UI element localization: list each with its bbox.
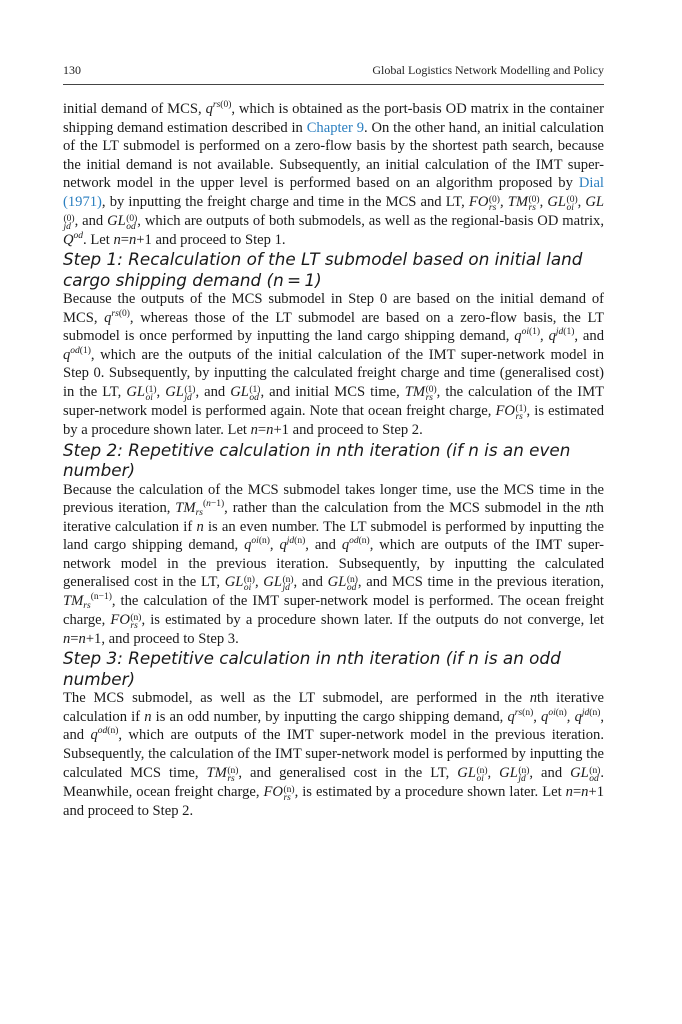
header-rule xyxy=(63,84,604,85)
step-3-heading: Step 3: Repetitive calculation in nth iteration (if n is an odd number) xyxy=(63,648,561,689)
body-text xyxy=(63,100,604,820)
step-3-paragraph: The MCS submodel, as well as the LT submodel, are performed in the nth iterative calculation if n is an odd number, by inputting the cargo shipping demand, $q^{rs(n)}$, $q^{oi(n)}$, $q^{jd(n)}$, and $q^{od(n)}$, which are outputs of the IMT super-network model in the previous iteration. Subsequently, the calculation of the IMT super-network model is performed by inputting the calculated MCS time, TM (n) rs , and generalised cost in the LT, GL (n) oi , GL (n) jd , and GL (n) od . Meanwhile, ocean freight charge, FO (n) rs , is estimated by a procedure shown later. Let n=n+1 and proceed to Step 2. xyxy=(63,690,605,819)
intro-paragraph: initial demand of MCS, $q^{rs(0)}$, which is obtained as the port-basis OD matrix in the container shipping demand estimation described in Chapter 9. On the other hand, an initial calculation of the LT submodel is performed on a zero-flow basis by the shortest path search, because the initial demand is not available. Subsequently, an initial calculation of the IMT super-network model in the upper level is performed based on an algorithm proposed by Dial (1971), by inputting the freight charge and time in the MCS and LT, FO (0) rs , TM (0) rs , GL (0) oi , GL (0) jd , and GL (0) od , which are outputs of both submodels, as well as the regional-basis OD matrix, $Q^{od}$. Let n=n+1 and proceed to Step 1. xyxy=(63,100,605,248)
running-title: Global Logistics Network Modelling and Policy xyxy=(372,63,604,77)
step-2-heading: Step 2: Repetitive calculation in nth iteration (if n is an even number) xyxy=(63,439,571,481)
chapter-9-link[interactable]: Chapter 9 xyxy=(306,119,365,136)
step-1-heading: Step 1: Recalculation of the LT submodel based on initial land cargo shipping demand (n = 1) xyxy=(63,249,583,290)
running-header xyxy=(63,63,604,81)
step-1-paragraph: Because the outputs of the MCS submodel in Step 0 are based on the initial demand of MCS, $q^{rs(0)}$, whereas those of the LT submodel are based on a zero-flow basis, the LT submodel is once performed by inputting the land cargo shipping demand, $q^{oi(1)}$, $q^{jd(1)}$, and $q^{od(1)}$, which are the outputs of the initial calculation of the IMT super-network model in Step 0. Subsequently, by inputting the calculated freight charge and time (generalised cost) in the LT, GL (1) oi , GL (1) jd , and GL (1) od , and initial MCS time, TM (0) rs , the calculation of the IMT super-network model is performed again. Note that ocean freight charge, FO (1) rs , is estimated by a procedure shown later. Let n=n+1 and proceed to Step 2. xyxy=(63,291,605,439)
dial-1971-citation-link[interactable]: Dial (1971) xyxy=(63,175,604,210)
step-2-paragraph: Because the calculation of the MCS submodel takes longer time, use the MCS time in the previous iteration, $TM_{rs}^{(n-1)}$, rather than the calculation from the MCS submodel in the nth iterative calculation if n is an even number. The LT submodel is performed by inputting the land cargo shipping demand, $q^{oi(n)}$, $q^{jd(n)}$, and $q^{od(n)}$, which are outputs of the IMT super-network model in the previous iteration. Subsequently, by inputting the calculated generalised cost in the LT, GL (n) oi , GL (n) jd , and GL (n) od , and MCS time in the previous iteration, $TM_{rs}^{(n-1)}$, the calculation of the IMT super-network model is performed. The ocean freight charge, FO (n) rs , is estimated by a procedure shown later. If the outputs do not converge, let n=n+1, and proceed to Step 3. xyxy=(63,481,605,647)
page-number: 130 xyxy=(63,63,81,77)
